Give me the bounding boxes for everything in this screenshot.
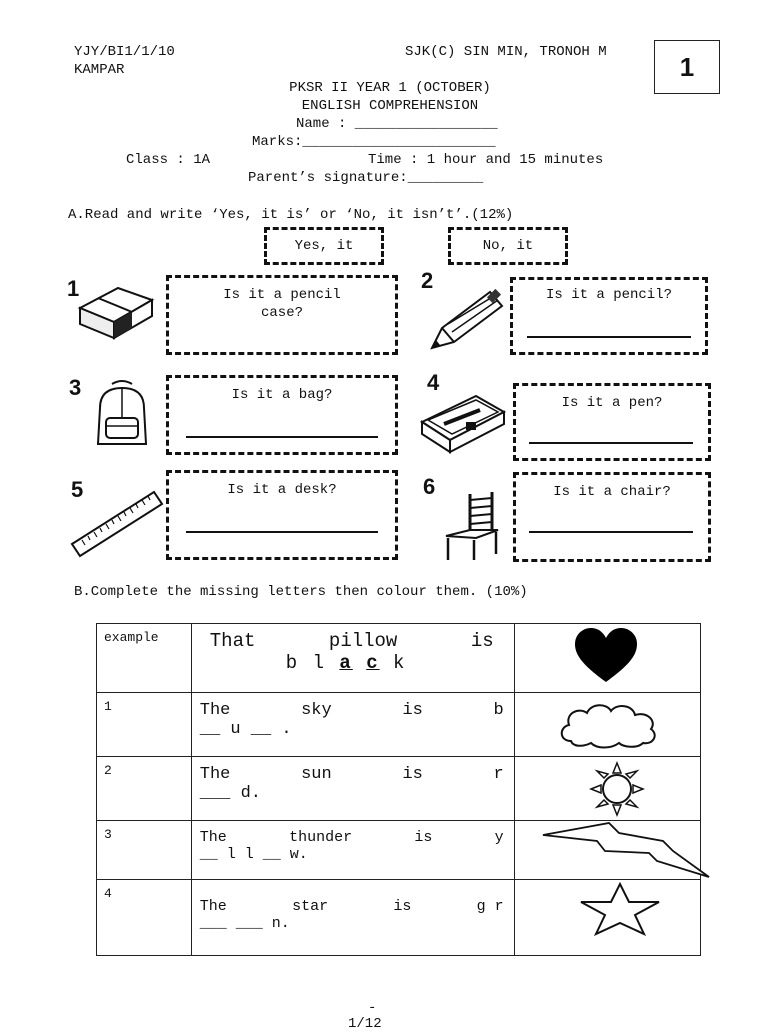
table-row: 3 The thunder is y __ l l __ w. xyxy=(97,821,701,880)
table-row: 1 The sky is b __ u __ . xyxy=(97,693,701,757)
answer-line xyxy=(186,531,378,533)
row-label: 1 xyxy=(97,693,192,757)
colour-table xyxy=(96,623,701,956)
missing-letters: __ l l __ w. xyxy=(199,846,308,863)
question-number: 2 xyxy=(421,268,434,293)
question-text: Is it a pencil case? xyxy=(223,287,341,321)
row-label: 2 xyxy=(97,757,192,821)
question-number: 6 xyxy=(423,474,436,499)
no-option-text: No, it xyxy=(482,238,534,254)
question-number: 4 xyxy=(427,370,440,395)
answer-box-1 xyxy=(166,275,398,355)
answer-line xyxy=(529,442,693,444)
marks-field: Marks:_______________________ xyxy=(252,134,496,150)
exam-title: PKSR II YEAR 1 (OCTOBER) xyxy=(289,80,491,96)
ruler-icon xyxy=(70,488,164,560)
sun-icon xyxy=(587,761,647,817)
school-name: SJK(C) SIN MIN, TRONOH M xyxy=(405,44,607,60)
name-field: Name : _________________ xyxy=(296,116,498,132)
answer-box-6 xyxy=(513,472,711,562)
row-label: 4 xyxy=(97,880,192,956)
subject-title: ENGLISH COMPREHENSION xyxy=(301,98,479,114)
question-number: 5 xyxy=(71,477,84,502)
pencil-icon xyxy=(428,288,508,354)
time-label: Time : 1 hour and 15 minutes xyxy=(368,152,604,168)
missing-letters: ___ d. xyxy=(199,784,261,803)
question-number: 1 xyxy=(67,276,80,301)
table-row: example That pillow is b l a c k xyxy=(97,624,701,693)
missing-letters: __ u __ . xyxy=(199,720,292,739)
question-number: 3 xyxy=(69,375,82,400)
lightning-icon xyxy=(539,821,711,879)
missing-letters: ___ ___ n. xyxy=(199,915,290,932)
row-label: example xyxy=(97,624,192,693)
table-row: 2 The sun is r ___ d. xyxy=(97,757,701,821)
pencil-case-icon xyxy=(418,386,508,456)
answer-line xyxy=(529,531,693,533)
district: KAMPAR xyxy=(74,62,125,78)
question-text: Is it a pencil? xyxy=(545,287,673,303)
star-icon xyxy=(577,882,663,936)
answer-box-2 xyxy=(510,277,708,355)
answer-box-3 xyxy=(166,375,398,455)
question-text: Is it a bag? xyxy=(231,387,333,403)
row-label: 3 xyxy=(97,821,192,880)
question-text: Is it a chair? xyxy=(553,484,671,500)
backpack-icon xyxy=(92,378,152,450)
question-text: Is it a pen? xyxy=(561,395,663,411)
table-row: 4 The star is g r ___ ___ n. xyxy=(97,880,701,956)
yes-option-box xyxy=(264,227,384,265)
no-option-box xyxy=(448,227,568,265)
footer-dash: - xyxy=(368,1000,377,1016)
example-answer: b l a c k xyxy=(285,652,407,674)
heart-icon xyxy=(573,628,639,684)
chair-icon xyxy=(440,490,500,562)
yes-option-text: Yes, it xyxy=(294,238,354,254)
cloud-icon xyxy=(557,701,661,749)
section-b-instruction: B.Complete the missing letters then colour them. (10%) xyxy=(74,584,528,600)
class-label: Class : 1A xyxy=(126,152,211,168)
doc-code: YJY/BI1/1/10 xyxy=(74,44,175,60)
answer-line xyxy=(527,336,691,338)
page-number-box: 1 xyxy=(654,40,720,94)
answer-line xyxy=(186,436,378,438)
question-text: Is it a desk? xyxy=(227,482,337,498)
section-a-instruction: A.Read and write ‘Yes, it is’ or ‘No, it isn’t’.(12%) xyxy=(68,207,514,223)
eraser-icon xyxy=(76,278,156,340)
answer-box-5 xyxy=(166,470,398,560)
page-indicator: 1/12 xyxy=(348,1016,382,1032)
signature-field: Parent’s signature:_________ xyxy=(248,170,484,186)
answer-box-4 xyxy=(513,383,711,461)
